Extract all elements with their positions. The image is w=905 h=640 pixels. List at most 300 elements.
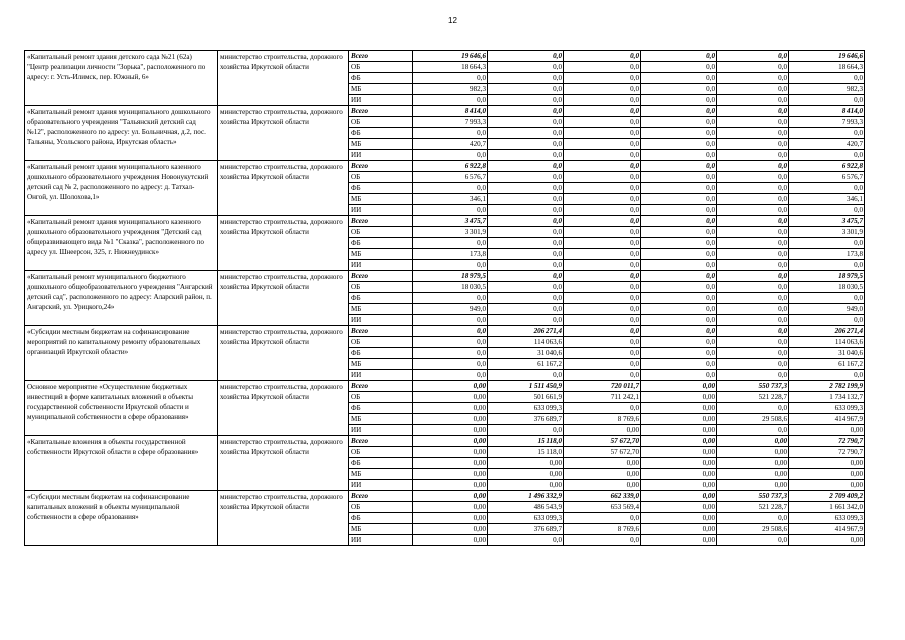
amount-cell: 653 569,4 (564, 502, 641, 513)
amount-cell: 0,0 (488, 161, 564, 172)
section-total-row (25, 381, 865, 392)
amount-cell: 1 661 342,0 (789, 502, 865, 513)
amount-cell: 0,0 (717, 348, 789, 359)
amount-cell: 0,0 (488, 293, 564, 304)
section-total-row (25, 161, 865, 172)
amount-cell: 0,0 (488, 183, 564, 194)
amount-cell: 0,0 (488, 315, 564, 326)
amount-cell: 0,0 (488, 95, 564, 106)
amount-cell: 19 646,6 (789, 51, 865, 62)
amount-cell: 0,0 (564, 183, 641, 194)
amount-cell: 0,0 (413, 95, 488, 106)
amount-cell: 0,00 (789, 469, 865, 480)
amount-cell: 72 790,7 (789, 447, 865, 458)
amount-cell: 0,0 (789, 95, 865, 106)
amount-cell: 0,0 (413, 128, 488, 139)
amount-cell: 0,0 (488, 84, 564, 95)
amount-cell: 0,00 (641, 469, 717, 480)
amount-cell: 0,0 (641, 106, 717, 117)
amount-cell: 0,0 (488, 51, 564, 62)
amount-cell: 0,0 (488, 172, 564, 183)
amount-cell: 0,0 (641, 172, 717, 183)
amount-cell: 0,00 (641, 513, 717, 524)
funding-source: ОБ (349, 447, 413, 458)
funding-source: ОБ (349, 62, 413, 73)
amount-cell: 0,0 (641, 194, 717, 205)
amount-cell: 0,00 (413, 414, 488, 425)
amount-cell: 2 709 409,2 (789, 491, 865, 502)
measure-name: «Капитальный ремонт муниципального бюджетного дошкольного общеобразовательного учреждения "Ангарский детский сад", расположенного по адресу: Аларский район, п. Ангарский, ул. Урицкого,24» (25, 271, 218, 326)
amount-cell: 414 967,9 (789, 524, 865, 535)
amount-cell: 0,0 (413, 326, 488, 337)
amount-cell: 0,0 (717, 205, 789, 216)
funding-source: ОБ (349, 392, 413, 403)
measure-name: «Капитальный ремонт здания муниципального казенного дошкольного образовательного учреждения Новонукутский детский сад № 2, расположенного по адресу: д. Татхал-Онгой, ул. Шолохова,1» (25, 161, 218, 216)
amount-cell: 0,0 (488, 139, 564, 150)
amount-cell: 0,0 (641, 84, 717, 95)
amount-cell: 0,00 (413, 480, 488, 491)
amount-cell: 0,00 (413, 403, 488, 414)
funding-source: ФБ (349, 128, 413, 139)
amount-cell: 0,00 (789, 458, 865, 469)
executor-name: министерство строительства, дорожного хозяйства Иркутской области (218, 491, 349, 546)
amount-cell: 7 993,3 (789, 117, 865, 128)
amount-cell: 0,0 (564, 326, 641, 337)
amount-cell: 0,0 (717, 172, 789, 183)
amount-cell: 72 790,7 (789, 436, 865, 447)
amount-cell: 0,0 (488, 227, 564, 238)
amount-cell: 0,0 (717, 337, 789, 348)
amount-cell: 0,00 (564, 425, 641, 436)
amount-cell: 550 737,3 (717, 381, 789, 392)
amount-cell: 0,0 (641, 249, 717, 260)
amount-cell: 0,0 (564, 227, 641, 238)
amount-cell: 0,00 (641, 403, 717, 414)
amount-cell: 0,00 (641, 491, 717, 502)
executor-name: министерство строительства, дорожного хозяйства Иркутской области (218, 161, 349, 216)
funding-source: ОБ (349, 172, 413, 183)
section-total-row (25, 326, 865, 337)
amount-cell: 206 271,4 (789, 326, 865, 337)
amount-cell: 633 099,3 (488, 513, 564, 524)
amount-cell: 18 030,5 (789, 282, 865, 293)
amount-cell: 0,0 (641, 271, 717, 282)
amount-cell: 0,00 (413, 392, 488, 403)
funding-source: ИИ (349, 150, 413, 161)
amount-cell: 0,0 (413, 183, 488, 194)
amount-cell: 0,0 (413, 260, 488, 271)
funding-source: Всего (349, 381, 413, 392)
funding-source: ФБ (349, 293, 413, 304)
amount-cell: 0,00 (413, 513, 488, 524)
amount-cell: 0,0 (564, 172, 641, 183)
amount-cell: 0,0 (641, 216, 717, 227)
amount-cell: 0,0 (564, 139, 641, 150)
amount-cell: 0,0 (413, 359, 488, 370)
amount-cell: 0,0 (717, 106, 789, 117)
amount-cell: 0,0 (488, 271, 564, 282)
amount-cell: 0,0 (789, 293, 865, 304)
amount-cell: 0,00 (641, 458, 717, 469)
funding-source: ФБ (349, 403, 413, 414)
funding-source: ОБ (349, 337, 413, 348)
funding-source: ОБ (349, 502, 413, 513)
amount-cell: 0,00 (413, 491, 488, 502)
amount-cell: 0,00 (641, 502, 717, 513)
amount-cell: 420,7 (413, 139, 488, 150)
funding-source: МБ (349, 359, 413, 370)
amount-cell: 0,0 (789, 315, 865, 326)
amount-cell: 0,0 (564, 51, 641, 62)
amount-cell: 0,0 (564, 359, 641, 370)
amount-cell: 633 099,3 (789, 403, 865, 414)
amount-cell: 0,0 (717, 84, 789, 95)
funding-source: Всего (349, 106, 413, 117)
amount-cell: 8 769,6 (564, 414, 641, 425)
funding-source: Всего (349, 491, 413, 502)
amount-cell: 0,0 (789, 205, 865, 216)
amount-cell: 31 040,6 (789, 348, 865, 359)
amount-cell: 0,0 (488, 128, 564, 139)
amount-cell: 0,0 (564, 62, 641, 73)
amount-cell: 0,0 (789, 370, 865, 381)
funding-source: МБ (349, 304, 413, 315)
amount-cell: 0,00 (564, 458, 641, 469)
amount-cell: 0,00 (488, 469, 564, 480)
amount-cell: 0,0 (641, 227, 717, 238)
funding-source: МБ (349, 469, 413, 480)
amount-cell: 0,0 (717, 282, 789, 293)
amount-cell: 3 301,9 (789, 227, 865, 238)
amount-cell: 0,0 (641, 161, 717, 172)
amount-cell: 0,0 (564, 194, 641, 205)
amount-cell: 0,0 (641, 73, 717, 84)
amount-cell: 18 979,5 (789, 271, 865, 282)
amount-cell: 61 167,2 (789, 359, 865, 370)
amount-cell: 420,7 (789, 139, 865, 150)
amount-cell: 0,0 (641, 205, 717, 216)
amount-cell: 0,0 (717, 359, 789, 370)
amount-cell: 1 496 332,9 (488, 491, 564, 502)
amount-cell: 0,0 (789, 150, 865, 161)
executor-name: министерство строительства, дорожного хозяйства Иркутской области (218, 106, 349, 161)
amount-cell: 0,0 (641, 183, 717, 194)
amount-cell: 0,0 (488, 535, 564, 546)
funding-source: ИИ (349, 370, 413, 381)
amount-cell: 0,0 (641, 304, 717, 315)
section-total-row (25, 216, 865, 227)
amount-cell: 0,0 (717, 183, 789, 194)
amount-cell: 633 099,3 (488, 403, 564, 414)
amount-cell: 0,0 (413, 337, 488, 348)
funding-source: ИИ (349, 205, 413, 216)
measure-name: «Капитальный ремонт здания муниципального дошкольного образовательного учреждения "Тальянский детский сад №12", расположенного по адресу: ул. Больничная, д.2, пос. Тальяны, Усольского района, Иркутская область» (25, 106, 218, 161)
amount-cell: 8 414,0 (413, 106, 488, 117)
amount-cell: 0,0 (641, 260, 717, 271)
amount-cell: 29 508,6 (717, 524, 789, 535)
measure-name: «Субсидии местным бюджетам на софинансирование мероприятий по капитальному ремонту образовательных организаций Иркутской области» (25, 326, 218, 381)
amount-cell: 0,0 (413, 150, 488, 161)
executor-name: министерство строительства, дорожного хозяйства Иркутской области (218, 326, 349, 381)
amount-cell: 0,0 (488, 370, 564, 381)
amount-cell: 949,0 (789, 304, 865, 315)
funding-source: ОБ (349, 282, 413, 293)
funding-source: МБ (349, 139, 413, 150)
amount-cell: 114 063,6 (789, 337, 865, 348)
amount-cell: 0,0 (564, 205, 641, 216)
amount-cell: 0,0 (717, 271, 789, 282)
amount-cell: 0,0 (564, 282, 641, 293)
funding-source: ФБ (349, 458, 413, 469)
amount-cell: 3 475,7 (413, 216, 488, 227)
amount-cell: 550 737,3 (717, 491, 789, 502)
funding-source: Всего (349, 216, 413, 227)
amount-cell: 18 030,5 (413, 282, 488, 293)
amount-cell: 0,0 (641, 95, 717, 106)
amount-cell: 346,1 (413, 194, 488, 205)
amount-cell: 376 689,7 (488, 524, 564, 535)
amount-cell: 0,0 (789, 260, 865, 271)
amount-cell: 0,00 (413, 447, 488, 458)
amount-cell: 0,0 (564, 315, 641, 326)
amount-cell: 0,0 (641, 315, 717, 326)
funding-source: ФБ (349, 183, 413, 194)
amount-cell: 0,0 (641, 62, 717, 73)
amount-cell: 0,0 (564, 216, 641, 227)
amount-cell: 0,0 (717, 73, 789, 84)
funding-source: ОБ (349, 117, 413, 128)
amount-cell: 0,0 (641, 128, 717, 139)
amount-cell: 0,0 (488, 205, 564, 216)
amount-cell: 0,0 (564, 150, 641, 161)
amount-cell: 206 271,4 (488, 326, 564, 337)
amount-cell: 0,0 (717, 403, 789, 414)
amount-cell: 0,0 (488, 304, 564, 315)
budget-table (24, 50, 865, 546)
amount-cell: 0,00 (717, 458, 789, 469)
amount-cell: 0,0 (717, 293, 789, 304)
amount-cell: 0,0 (717, 535, 789, 546)
amount-cell: 0,0 (488, 73, 564, 84)
amount-cell: 0,00 (564, 480, 641, 491)
amount-cell: 6 922,8 (789, 161, 865, 172)
funding-source: Всего (349, 436, 413, 447)
amount-cell: 0,0 (564, 370, 641, 381)
amount-cell: 0,0 (564, 238, 641, 249)
amount-cell: 0,0 (564, 535, 641, 546)
section-total-row (25, 51, 865, 62)
measure-name: «Капитальный ремонт здания муниципального казенного дошкольного образовательного учреждения "Детский сад общеразвивающего вида №1 "Сказка", расположенного по адресу ул. Шнеерсон, 325, г. Нижнеудинск» (25, 216, 218, 271)
amount-cell: 0,0 (717, 370, 789, 381)
amount-cell: 0,0 (641, 139, 717, 150)
amount-cell: 0,0 (564, 271, 641, 282)
amount-cell: 0,00 (641, 447, 717, 458)
amount-cell: 0,0 (789, 183, 865, 194)
amount-cell: 19 646,6 (413, 51, 488, 62)
funding-source: Всего (349, 271, 413, 282)
amount-cell: 0,00 (564, 469, 641, 480)
amount-cell: 0,0 (717, 260, 789, 271)
amount-cell: 949,0 (413, 304, 488, 315)
measure-name: «Капитальные вложения в объекты государственной собственности Иркутской области в сфере образования» (25, 436, 218, 491)
amount-cell: 0,0 (717, 304, 789, 315)
amount-cell: 711 242,1 (564, 392, 641, 403)
amount-cell: 0,0 (413, 348, 488, 359)
amount-cell: 0,0 (641, 117, 717, 128)
amount-cell: 31 040,6 (488, 348, 564, 359)
amount-cell: 0,00 (413, 458, 488, 469)
amount-cell: 29 508,6 (717, 414, 789, 425)
amount-cell: 0,0 (564, 84, 641, 95)
amount-cell: 8 414,0 (789, 106, 865, 117)
amount-cell: 0,0 (789, 128, 865, 139)
amount-cell: 633 099,3 (789, 513, 865, 524)
amount-cell: 0,0 (564, 260, 641, 271)
page-number: 12 (448, 16, 457, 25)
amount-cell: 0,0 (488, 216, 564, 227)
amount-cell: 0,0 (488, 117, 564, 128)
amount-cell: 2 782 199,9 (789, 381, 865, 392)
amount-cell: 3 301,9 (413, 227, 488, 238)
amount-cell: 0,0 (488, 249, 564, 260)
amount-cell: 3 475,7 (789, 216, 865, 227)
section-total-row (25, 271, 865, 282)
amount-cell: 0,0 (717, 238, 789, 249)
amount-cell: 0,0 (564, 337, 641, 348)
amount-cell: 0,00 (641, 535, 717, 546)
funding-source: ФБ (349, 513, 413, 524)
amount-cell: 0,0 (641, 293, 717, 304)
amount-cell: 1 511 450,9 (488, 381, 564, 392)
amount-cell: 6 922,8 (413, 161, 488, 172)
amount-cell: 0,00 (789, 425, 865, 436)
amount-cell: 0,0 (413, 73, 488, 84)
amount-cell: 0,0 (717, 216, 789, 227)
amount-cell: 0,0 (717, 128, 789, 139)
amount-cell: 0,00 (641, 425, 717, 436)
amount-cell: 0,0 (564, 128, 641, 139)
section-total-row (25, 491, 865, 502)
funding-source: МБ (349, 414, 413, 425)
amount-cell: 521 228,7 (717, 502, 789, 513)
amount-cell: 0,0 (564, 304, 641, 315)
measure-name: «Субсидии местным бюджетам на софинансирование капитальных вложений в объекты муниципальной собственности в сфере образования» (25, 491, 218, 546)
amount-cell: 414 967,9 (789, 414, 865, 425)
executor-name: министерство строительства, дорожного хозяйства Иркутской области (218, 436, 349, 491)
executor-name: министерство строительства, дорожного хозяйства Иркутской области (218, 51, 349, 106)
amount-cell: 0,0 (564, 106, 641, 117)
amount-cell: 662 339,0 (564, 491, 641, 502)
amount-cell: 0,0 (717, 194, 789, 205)
funding-source: ИИ (349, 480, 413, 491)
amount-cell: 0,00 (641, 381, 717, 392)
amount-cell: 18 664,3 (789, 62, 865, 73)
amount-cell: 0,0 (413, 370, 488, 381)
amount-cell: 0,0 (564, 73, 641, 84)
amount-cell: 982,3 (413, 84, 488, 95)
amount-cell: 0,0 (717, 150, 789, 161)
amount-cell: 0,0 (717, 95, 789, 106)
amount-cell: 0,0 (641, 370, 717, 381)
executor-name: министерство строительства, дорожного хозяйства Иркутской области (218, 271, 349, 326)
amount-cell: 0,0 (413, 238, 488, 249)
amount-cell: 0,0 (717, 249, 789, 260)
amount-cell: 0,0 (488, 425, 564, 436)
amount-cell: 0,00 (413, 524, 488, 535)
amount-cell: 0,0 (789, 238, 865, 249)
amount-cell: 6 576,7 (413, 172, 488, 183)
amount-cell: 7 993,3 (413, 117, 488, 128)
amount-cell: 0,0 (717, 62, 789, 73)
amount-cell: 0,0 (717, 117, 789, 128)
amount-cell: 0,0 (488, 260, 564, 271)
amount-cell: 982,3 (789, 84, 865, 95)
executor-name: министерство строительства, дорожного хозяйства Иркутской области (218, 381, 349, 436)
amount-cell: 114 063,6 (488, 337, 564, 348)
amount-cell: 0,0 (564, 95, 641, 106)
amount-cell: 0,00 (641, 524, 717, 535)
amount-cell: 0,0 (488, 238, 564, 249)
amount-cell: 0,0 (564, 513, 641, 524)
amount-cell: 0,00 (413, 425, 488, 436)
funding-source: ИИ (349, 95, 413, 106)
amount-cell: 0,00 (641, 480, 717, 491)
amount-cell: 0,00 (488, 480, 564, 491)
amount-cell: 0,0 (564, 117, 641, 128)
funding-source: ИИ (349, 425, 413, 436)
amount-cell: 0,0 (717, 513, 789, 524)
amount-cell: 0,0 (564, 249, 641, 260)
amount-cell: 0,00 (641, 436, 717, 447)
amount-cell: 0,0 (641, 282, 717, 293)
amount-cell: 0,0 (564, 403, 641, 414)
amount-cell: 0,0 (717, 326, 789, 337)
amount-cell: 0,00 (717, 447, 789, 458)
amount-cell: 0,0 (717, 161, 789, 172)
amount-cell: 486 543,9 (488, 502, 564, 513)
amount-cell: 0,0 (717, 139, 789, 150)
funding-source: МБ (349, 524, 413, 535)
amount-cell: 0,0 (413, 205, 488, 216)
amount-cell: 18 664,3 (413, 62, 488, 73)
funding-source: ИИ (349, 315, 413, 326)
amount-cell: 173,8 (413, 249, 488, 260)
amount-cell: 0,00 (413, 502, 488, 513)
amount-cell: 0,0 (641, 238, 717, 249)
funding-source: ИИ (349, 535, 413, 546)
amount-cell: 0,0 (717, 425, 789, 436)
amount-cell: 0,00 (488, 458, 564, 469)
executor-name: министерство строительства, дорожного хозяйства Иркутской области (218, 216, 349, 271)
amount-cell: 57 672,70 (564, 436, 641, 447)
amount-cell: 0,0 (717, 227, 789, 238)
amount-cell: 521 228,7 (717, 392, 789, 403)
measure-name: Основное мероприятие «Осуществление бюджетных инвестиций в форме капитальных вложений в объекты государственной собственности Иркутской области и муниципальной собственности в сфере образования» (25, 381, 218, 436)
funding-source: МБ (349, 249, 413, 260)
amount-cell: 0,00 (641, 392, 717, 403)
amount-cell: 0,0 (488, 62, 564, 73)
amount-cell: 0,00 (717, 480, 789, 491)
section-total-row (25, 106, 865, 117)
amount-cell: 0,0 (641, 359, 717, 370)
amount-cell: 0,0 (641, 348, 717, 359)
amount-cell: 346,1 (789, 194, 865, 205)
amount-cell: 173,8 (789, 249, 865, 260)
amount-cell: 0,00 (717, 469, 789, 480)
funding-source: ФБ (349, 73, 413, 84)
funding-source: Всего (349, 326, 413, 337)
amount-cell: 376 689,7 (488, 414, 564, 425)
